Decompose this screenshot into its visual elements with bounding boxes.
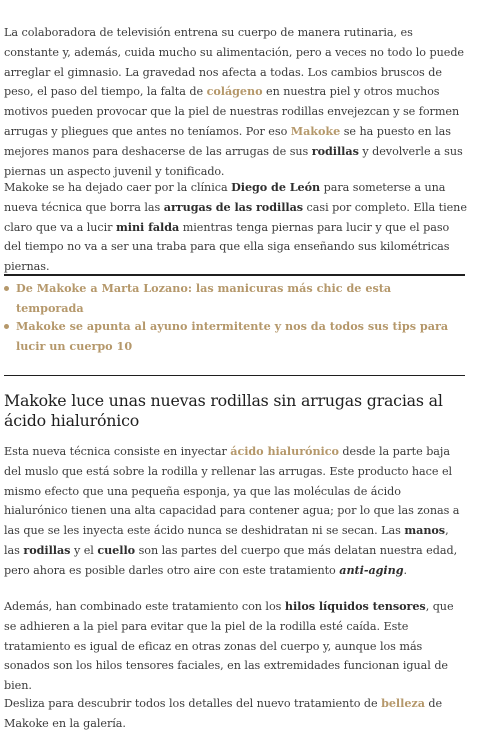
bullet-icon — [4, 324, 9, 329]
text: y el — [70, 543, 98, 557]
link-makoke[interactable]: Makoke — [290, 123, 341, 138]
text: para someterse a una nueva técnica que borra las — [4, 181, 446, 214]
related-link[interactable]: De Makoke a Marta Lozano: las manicuras más chic de esta temporada — [16, 281, 392, 315]
bold-rodillas: rodillas — [311, 143, 359, 158]
text: se ha puesto en las mejores manos para deshacerse de las arrugas de sus — [4, 124, 451, 158]
related-item[interactable] — [4, 279, 454, 319]
bold-clinica: Diego de León — [231, 180, 321, 194]
text: y devolverle a sus piernas un aspecto juvenil y tonificado. — [4, 144, 463, 178]
related-articles — [4, 274, 465, 376]
bold-cuello: cuello — [97, 542, 136, 557]
text: Esta nueva técnica consiste en inyectar — [4, 445, 231, 458]
text: de Makoke en la galería. — [4, 697, 443, 730]
text: Además, han combinado este tratamiento con los — [4, 600, 285, 613]
text: en nuestra piel y otros muchos motivos pueden provocar que la piel de nuestras rodillas envejezcan y se formen arrugas y pliegues que antes no teníamos. Por eso — [4, 85, 460, 138]
bold-arrugas: arrugas de las rodillas — [163, 199, 304, 214]
text: La colaboradora de televisión entrena su cuerpo de manera rutinaria, es constante y, además, cuida mucho su alimentación, pero a veces no todo lo puede arreglar el gimnasio. La gravedad nos afecta a todas. Los cambios bruscos de peso, el paso del tiempo, la falta de — [4, 26, 465, 99]
link-colageno[interactable]: colágeno — [206, 84, 263, 99]
paragraph-tecnica — [4, 442, 467, 581]
bullet-icon — [4, 286, 9, 291]
paragraph-hilos — [4, 597, 467, 696]
bold-minifalda: mini falda — [115, 219, 180, 234]
text: . — [403, 563, 408, 577]
text: son las partes del cuerpo que más delatan nuestra edad, pero ahora es posible darles otro aire con este tratamiento — [4, 543, 458, 577]
text: casi por completo. Ella tiene claro que va a lucir — [4, 200, 467, 234]
text: Desliza para descubrir todos los detalles del nuevo tratamiento de — [4, 697, 382, 710]
text: mientras tenga piernas para lucir y que el paso del tiempo no va a ser una traba para que ella siga enseñando sus kilométricas piernas. — [4, 220, 450, 274]
text: , que se adhieren a la piel para evitar que la piel de la rodilla esté caída. Este tratamiento es igual de eficaz en otras zonas del cuerpo y, aunque los más sonados son los hilos tensores faciales, en las extremidades funcionan igual de bien. — [4, 600, 454, 693]
emphasis-anti-aging: anti-aging — [339, 562, 404, 577]
text: Makoke se ha dejado caer por la clínica — [4, 181, 232, 194]
related-link[interactable]: Makoke se apunta al ayuno intermitente y nos da todos sus tips para lucir un cuerpo 10 — [16, 319, 449, 353]
bold-manos: manos — [404, 523, 446, 538]
text: , las — [4, 524, 449, 557]
bold-rodillas: rodillas — [23, 542, 71, 557]
link-belleza[interactable]: belleza — [381, 696, 425, 710]
related-item[interactable] — [4, 317, 454, 357]
paragraph-galeria — [4, 694, 467, 734]
text: desde la parte baja del muslo que está sobre la rodilla y rellenar las arrugas. Este producto hace el mismo efecto que una pequeña esponja, ya que las moléculas de ácido hialurónico tienen una alta capacidad para contener agua; por lo que las zonas a las que se les inyecta este ácido nunca se deshidratan ni se secan. Las — [4, 445, 460, 538]
paragraph-intro — [4, 23, 467, 181]
link-acido-hialuronico[interactable]: ácido hialurónico — [230, 444, 339, 458]
bold-hilos: hilos líquidos tensores — [284, 599, 426, 613]
section-heading: Makoke luce unas nuevas rodillas sin arrugas gracias al ácido hialurónico — [4, 391, 443, 430]
paragraph-clinica — [4, 178, 467, 277]
